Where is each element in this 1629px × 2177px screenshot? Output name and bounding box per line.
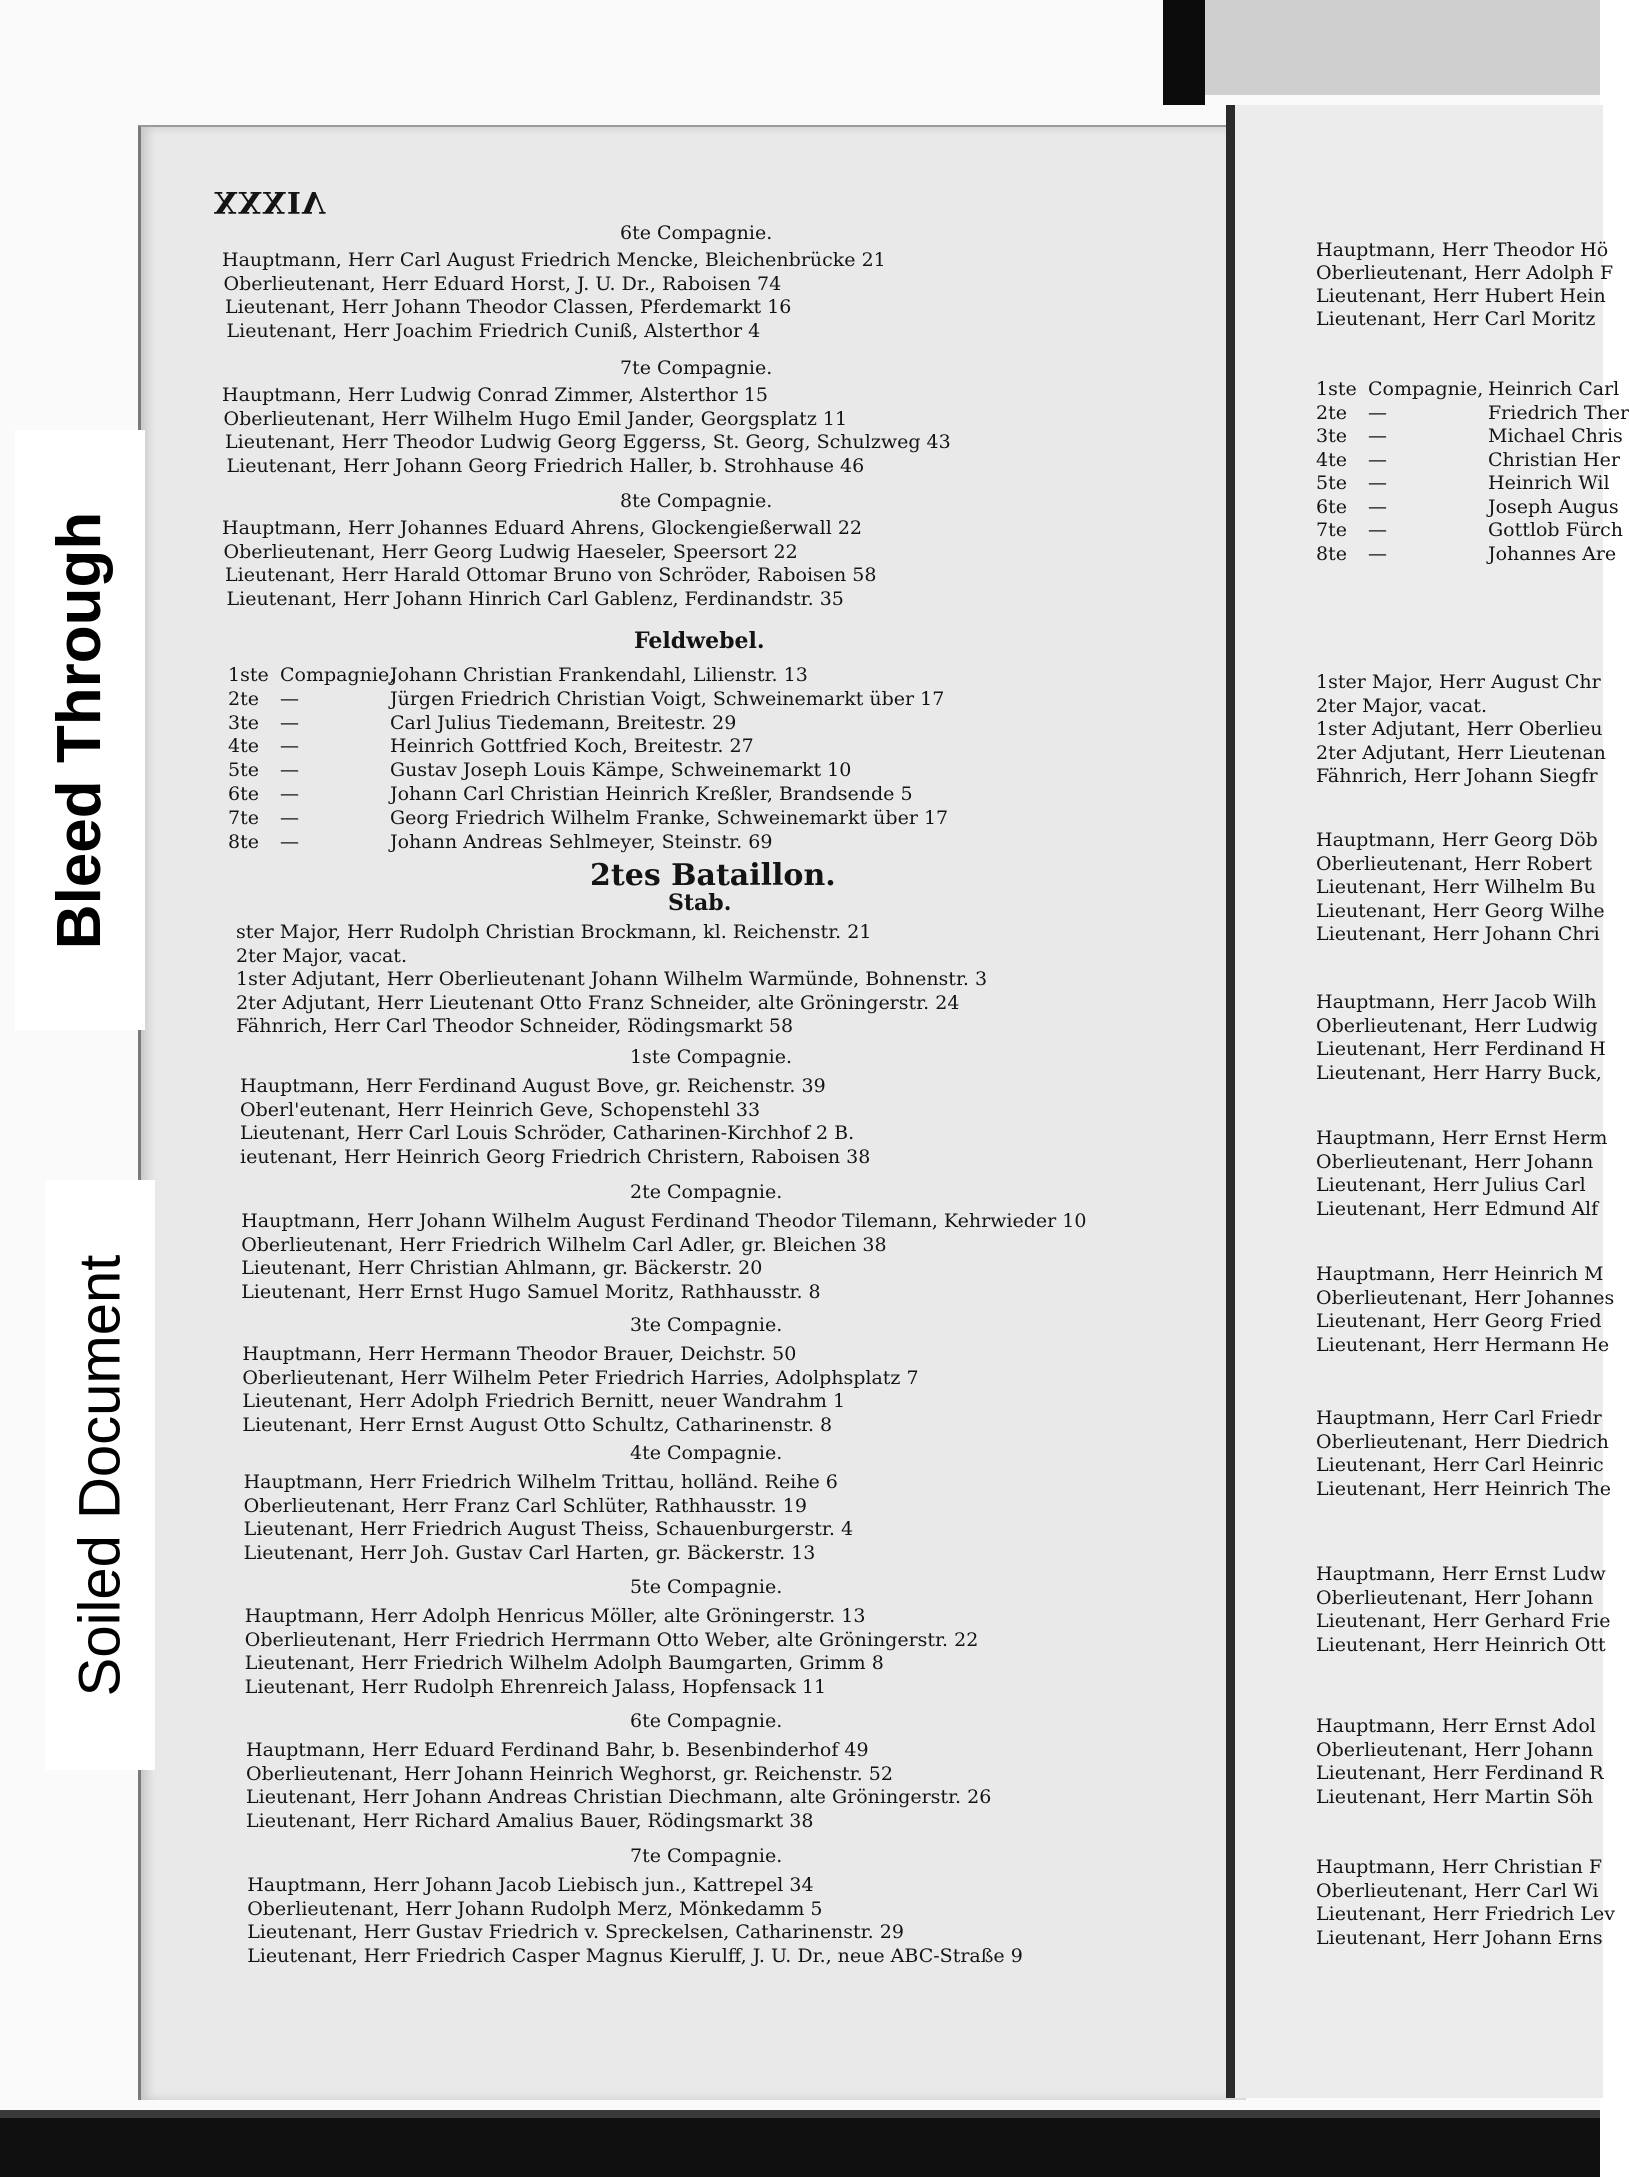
row-name: Joseph Augus	[1488, 495, 1619, 518]
roster-line: Hauptmann, Herr Adolph Henricus Möller, alte Gröningerstr. 13	[244, 1605, 866, 1627]
company-heading: 6te Compagnie.	[630, 1710, 783, 1732]
roster-line-right: Oberlieutenant, Herr Johann	[1316, 1150, 1594, 1173]
stab-line: ster Major, Herr Rudolph Christian Brockmann, kl. Reichenstr. 21	[236, 921, 872, 943]
roster-line: Hauptmann, Herr Carl August Friedrich Mencke, Bleichenbrücke 21	[222, 249, 886, 271]
stab-line-right: 2ter Major, vacat.	[1316, 694, 1487, 717]
roster-line-right: Lieutenant, Herr Martin Söh	[1316, 1785, 1594, 1808]
roster-line: Hauptmann, Herr Hermann Theodor Brauer, Deichstr. 50	[242, 1343, 797, 1365]
roster-line-right: Lieutenant, Herr Edmund Alf	[1316, 1197, 1599, 1220]
row-dash: —	[1368, 472, 1387, 494]
roster-line: Lieutenant, Herr Ernst Hugo Samuel Moritz, Rathhausstr. 8	[241, 1280, 821, 1303]
roster-line: Lieutenant, Herr Friedrich August Theiss, Schauenburgerstr. 4	[243, 1518, 854, 1540]
row-dash: Compagnie,	[280, 664, 396, 686]
feldwebel-row-right	[1316, 402, 1629, 424]
roster-line: Lieutenant, Herr Harald Ottomar Bruno von Schröder, Raboisen 58	[225, 564, 877, 586]
bleed-through-label: Bleed Through	[15, 430, 145, 1030]
roster-line: Lieutenant, Herr Joh. Gustav Carl Harten, gr. Bäckerstr. 13	[243, 1541, 816, 1564]
roster-line-right: Lieutenant, Herr Heinrich Ott	[1316, 1633, 1606, 1656]
roster-line-right: Lieutenant, Herr Georg Wilhe	[1316, 899, 1605, 922]
row-dash: Compagnie,	[1368, 378, 1484, 400]
soiled-document-label: Soiled Document	[45, 1180, 155, 1770]
feldwebel-row-right	[1316, 425, 1623, 447]
roster-line: Lieutenant, Herr Friedrich Wilhelm Adolph Baumgarten, Grimm 8	[244, 1652, 884, 1674]
roster-line: Hauptmann, Herr Ludwig Conrad Zimmer, Alsterthor 15	[222, 384, 768, 406]
roster-line: Oberlieutenant, Herr Wilhelm Peter Friedrich Harries, Adolphsplatz 7	[242, 1366, 919, 1389]
roster-line: Lieutenant, Herr Johann Theodor Classen, Pferdemarkt 16	[225, 296, 792, 318]
row-name: Johann Christian Frankendahl, Lilienstr. 13	[390, 664, 808, 686]
row-name: Michael Chris	[1488, 425, 1623, 447]
row-name: Gottlob Fürch	[1488, 519, 1623, 541]
row-dash: —	[280, 783, 299, 805]
row-num: 8te	[1316, 542, 1347, 565]
row-dash: —	[1368, 448, 1387, 471]
feldwebel-row-right	[1316, 378, 1619, 400]
roster-line: Hauptmann, Herr Johann Jacob Liebisch jun., Kattrepel 34	[247, 1874, 814, 1896]
roster-line: Lieutenant, Herr Johann Georg Friedrich Haller, b. Strohhause 46	[226, 454, 865, 477]
row-name: Christian Her	[1488, 448, 1620, 471]
roster-line: Lieutenant, Herr Gustav Friedrich v. Spreckelsen, Catharinenstr. 29	[247, 1921, 904, 1943]
roster-line: Lieutenant, Herr Adolph Friedrich Bernitt, neuer Wandrahm 1	[242, 1390, 846, 1412]
roster-line-right: Lieutenant, Herr Julius Carl	[1316, 1174, 1586, 1196]
stab-line-right: 2ter Adjutant, Herr Lieutenan	[1316, 741, 1606, 764]
company-heading: 3te Compagnie.	[630, 1314, 783, 1336]
company-heading: 8te Compagnie.	[620, 490, 773, 512]
row-dash: —	[1368, 425, 1387, 447]
roster-line: Lieutenant, Herr Joachim Friedrich Cuniß, Alsterthor 4	[226, 319, 761, 342]
roster-line: ieutenant, Herr Heinrich Georg Friedrich Christern, Raboisen 38	[240, 1145, 871, 1168]
roster-line-right: Lieutenant, Herr Georg Fried	[1316, 1310, 1602, 1332]
roster-line-right: Lieutenant, Herr Carl Heinric	[1316, 1454, 1604, 1476]
roster-line: Lieutenant, Herr Friedrich Casper Magnus Kierulff, J. U. Dr., neue ABC-Straße 9	[247, 1944, 1023, 1967]
row-name: Johann Carl Christian Heinrich Kreßler, Brandsende 5	[390, 783, 913, 805]
feldwebel-heading: Feldwebel.	[634, 628, 765, 654]
roster-line: Lieutenant, Herr Ernst August Otto Schultz, Catharinenstr. 8	[242, 1413, 833, 1436]
roster-line: Lieutenant, Herr Richard Amalius Bauer, Rödingsmarkt 38	[246, 1809, 814, 1832]
roster-line-right: Hauptmann, Herr Theodor Hö	[1316, 239, 1609, 261]
row-num: 3te	[1316, 425, 1347, 447]
roster-line-right: Lieutenant, Herr Carl Moritz	[1316, 308, 1596, 330]
roster-line-right: Lieutenant, Herr Ferdinand R	[1316, 1762, 1604, 1784]
stab-line-right: Fähnrich, Herr Johann Siegfr	[1316, 765, 1598, 787]
row-num: 8te	[228, 830, 259, 853]
roster-line-right: Lieutenant, Herr Johann Chri	[1316, 923, 1600, 945]
company-heading: 7te Compagnie.	[620, 357, 773, 379]
row-name: Heinrich Carl	[1488, 378, 1620, 400]
row-dash: —	[280, 806, 299, 829]
roster-line: Hauptmann, Herr Johannes Eduard Ahrens, Glockengießerwall 22	[222, 517, 862, 539]
roster-line-right: Lieutenant, Herr Johann Erns	[1316, 1926, 1603, 1949]
roster-line-right: Lieutenant, Herr Wilhelm Bu	[1316, 876, 1596, 898]
roster-line: Oberlieutenant, Herr Friedrich Wilhelm Carl Adler, gr. Bleichen 38	[241, 1233, 887, 1256]
roster-line-right: Lieutenant, Herr Heinrich The	[1316, 1477, 1611, 1500]
roster-line-right: Hauptmann, Herr Christian F	[1316, 1856, 1603, 1878]
row-dash: —	[1368, 542, 1387, 565]
stab-line: 2ter Adjutant, Herr Lieutenant Otto Franz Schneider, alte Gröningerstr. 24	[236, 991, 960, 1014]
row-num: 4te	[228, 735, 259, 758]
roster-line: Oberlieutenant, Herr Georg Ludwig Haeseler, Speersort 22	[223, 540, 798, 563]
roster-line-right: Lieutenant, Herr Ferdinand H	[1316, 1038, 1606, 1060]
bataillon-heading: 2tes Bataillon.	[590, 858, 836, 893]
roster-line: Oberlieutenant, Herr Johann Rudolph Merz, Mönkedamm 5	[247, 1897, 823, 1920]
roster-line-right: Oberlieutenant, Herr Robert	[1316, 852, 1592, 875]
stab-line-right: 1ster Major, Herr August Chr	[1316, 671, 1601, 693]
roster-line: Hauptmann, Herr Friedrich Wilhelm Trittau, holländ. Reihe 6	[243, 1471, 838, 1493]
row-dash: —	[1368, 401, 1387, 424]
roster-line: Lieutenant, Herr Christian Ahlmann, gr. Bäckerstr. 20	[241, 1257, 763, 1279]
row-name: Georg Friedrich Wilhelm Franke, Schweinemarkt über 17	[390, 806, 949, 829]
roster-line-right: Lieutenant, Herr Hermann He	[1316, 1333, 1610, 1356]
row-dash: —	[280, 830, 299, 853]
roster-line: Oberlieutenant, Herr Franz Carl Schlüter, Rathhausstr. 19	[243, 1494, 807, 1517]
page-number: XXXIV	[214, 184, 327, 219]
feldwebel-row-right	[1316, 496, 1619, 518]
roster-line: Hauptmann, Herr Johann Wilhelm August Ferdinand Theodor Tilemann, Kehrwieder 10	[241, 1210, 1087, 1232]
row-name: Johannes Are	[1488, 542, 1617, 565]
company-heading: 4te Compagnie.	[630, 1442, 783, 1464]
roster-line-right: Lieutenant, Herr Gerhard Frie	[1316, 1610, 1611, 1632]
row-dash: —	[280, 687, 299, 710]
row-name: Johann Andreas Sehlmeyer, Steinstr. 69	[390, 830, 773, 853]
roster-line-right: Hauptmann, Herr Ernst Adol	[1316, 1715, 1596, 1737]
row-num: 5te	[1316, 472, 1347, 494]
row-num: 3te	[228, 711, 259, 734]
row-name: Gustav Joseph Louis Kämpe, Schweinemarkt 10	[390, 759, 852, 782]
roster-line-right: Oberlieutenant, Herr Ludwig	[1316, 1014, 1598, 1037]
roster-line-right: Lieutenant, Herr Harry Buck,	[1316, 1061, 1602, 1084]
row-name: Carl Julius Tiedemann, Breitestr. 29	[390, 711, 737, 734]
company-heading: 1ste Compagnie.	[630, 1046, 793, 1068]
row-dash: —	[280, 735, 299, 758]
stab-heading: Stab.	[668, 890, 732, 916]
feldwebel-row-right	[1316, 519, 1623, 541]
roster-line-right: Oberlieutenant, Herr Johann	[1316, 1738, 1594, 1761]
row-num: 2te	[1316, 401, 1347, 424]
row-num: 4te	[1316, 448, 1347, 471]
roster-line: Lieutenant, Herr Theodor Ludwig Georg Eggerss, St. Georg, Schulzweg 43	[225, 431, 951, 453]
row-name: Heinrich Wil	[1488, 472, 1610, 494]
feldwebel-row-right	[1316, 543, 1616, 565]
roster-line: Lieutenant, Herr Johann Andreas Christian Diechmann, alte Gröningerstr. 26	[246, 1786, 992, 1808]
row-name: Heinrich Gottfried Koch, Breitestr. 27	[390, 735, 754, 758]
roster-line-right: Oberlieutenant, Herr Adolph F	[1316, 262, 1614, 284]
roster-line-right: Hauptmann, Herr Heinrich M	[1316, 1263, 1604, 1285]
row-dash: —	[1368, 519, 1387, 541]
roster-line: Oberlieutenant, Herr Friedrich Herrmann Otto Weber, alte Gröningerstr. 22	[244, 1628, 979, 1651]
roster-line-right: Oberlieutenant, Herr Johannes	[1316, 1286, 1615, 1309]
roster-line: Lieutenant, Herr Johann Hinrich Carl Gablenz, Ferdinandstr. 35	[226, 587, 844, 610]
roster-line-right: Lieutenant, Herr Hubert Hein	[1316, 285, 1606, 307]
feldwebel-row-right	[1316, 472, 1610, 494]
row-dash: —	[280, 759, 299, 782]
roster-line-right: Hauptmann, Herr Ernst Ludw	[1316, 1563, 1606, 1585]
row-num: 1ste	[1316, 378, 1357, 400]
roster-line-right: Lieutenant, Herr Friedrich Lev	[1316, 1903, 1616, 1925]
stab-line: 1ster Adjutant, Herr Oberlieutenant Johann Wilhelm Warmünde, Bohnenstr. 3	[236, 968, 988, 990]
row-num: 6te	[1316, 495, 1347, 518]
roster-line-right: Hauptmann, Herr Ernst Herm	[1316, 1127, 1608, 1149]
roster-line-right: Hauptmann, Herr Georg Döb	[1316, 829, 1598, 851]
row-num: 1ste	[228, 664, 269, 686]
row-num: 2te	[228, 687, 259, 710]
roster-line: Lieutenant, Herr Rudolph Ehrenreich Jalass, Hopfensack 11	[244, 1675, 827, 1698]
company-heading: 6te Compagnie.	[620, 222, 773, 244]
row-num: 5te	[228, 759, 259, 782]
row-dash: —	[280, 711, 299, 734]
stab-line-right: 1ster Adjutant, Herr Oberlieu	[1316, 718, 1603, 740]
row-name: Friedrich Ther	[1488, 401, 1629, 424]
stab-line: 2ter Major, vacat.	[236, 944, 407, 967]
row-dash: —	[1368, 495, 1387, 518]
company-heading: 5te Compagnie.	[630, 1576, 783, 1598]
feldwebel-row-right	[1316, 449, 1620, 471]
row-num: 6te	[228, 783, 259, 805]
roster-line: Oberl'eutenant, Herr Heinrich Geve, Schopenstehl 33	[240, 1098, 761, 1121]
stab-line: Fähnrich, Herr Carl Theodor Schneider, Rödingsmarkt 58	[236, 1015, 794, 1037]
company-heading: 2te Compagnie.	[630, 1181, 783, 1203]
roster-line-right: Oberlieutenant, Herr Carl Wi	[1316, 1879, 1599, 1902]
row-num: 7te	[1316, 519, 1347, 541]
roster-line-right: Oberlieutenant, Herr Johann	[1316, 1586, 1594, 1609]
company-heading: 7te Compagnie.	[630, 1845, 783, 1867]
roster-line-right: Oberlieutenant, Herr Diedrich	[1316, 1430, 1609, 1453]
roster-line: Oberlieutenant, Herr Eduard Horst, J. U. Dr., Raboisen 74	[223, 272, 782, 295]
row-num: 7te	[228, 806, 259, 829]
roster-line-right: Hauptmann, Herr Carl Friedr	[1316, 1407, 1602, 1429]
roster-line: Oberlieutenant, Herr Wilhelm Hugo Emil Jander, Georgsplatz 11	[223, 407, 848, 430]
roster-line: Hauptmann, Herr Eduard Ferdinand Bahr, b. Besenbinderhof 49	[246, 1739, 869, 1761]
roster-line: Oberlieutenant, Herr Johann Heinrich Weghorst, gr. Reichenstr. 52	[246, 1762, 893, 1785]
roster-line: Hauptmann, Herr Ferdinand August Bove, gr. Reichenstr. 39	[240, 1075, 826, 1097]
roster-line-right: Hauptmann, Herr Jacob Wilh	[1316, 991, 1597, 1013]
roster-line: Lieutenant, Herr Carl Louis Schröder, Catharinen-Kirchhof 2 B.	[240, 1122, 855, 1144]
row-name: Jürgen Friedrich Christian Voigt, Schweinemarkt über 17	[390, 687, 945, 710]
